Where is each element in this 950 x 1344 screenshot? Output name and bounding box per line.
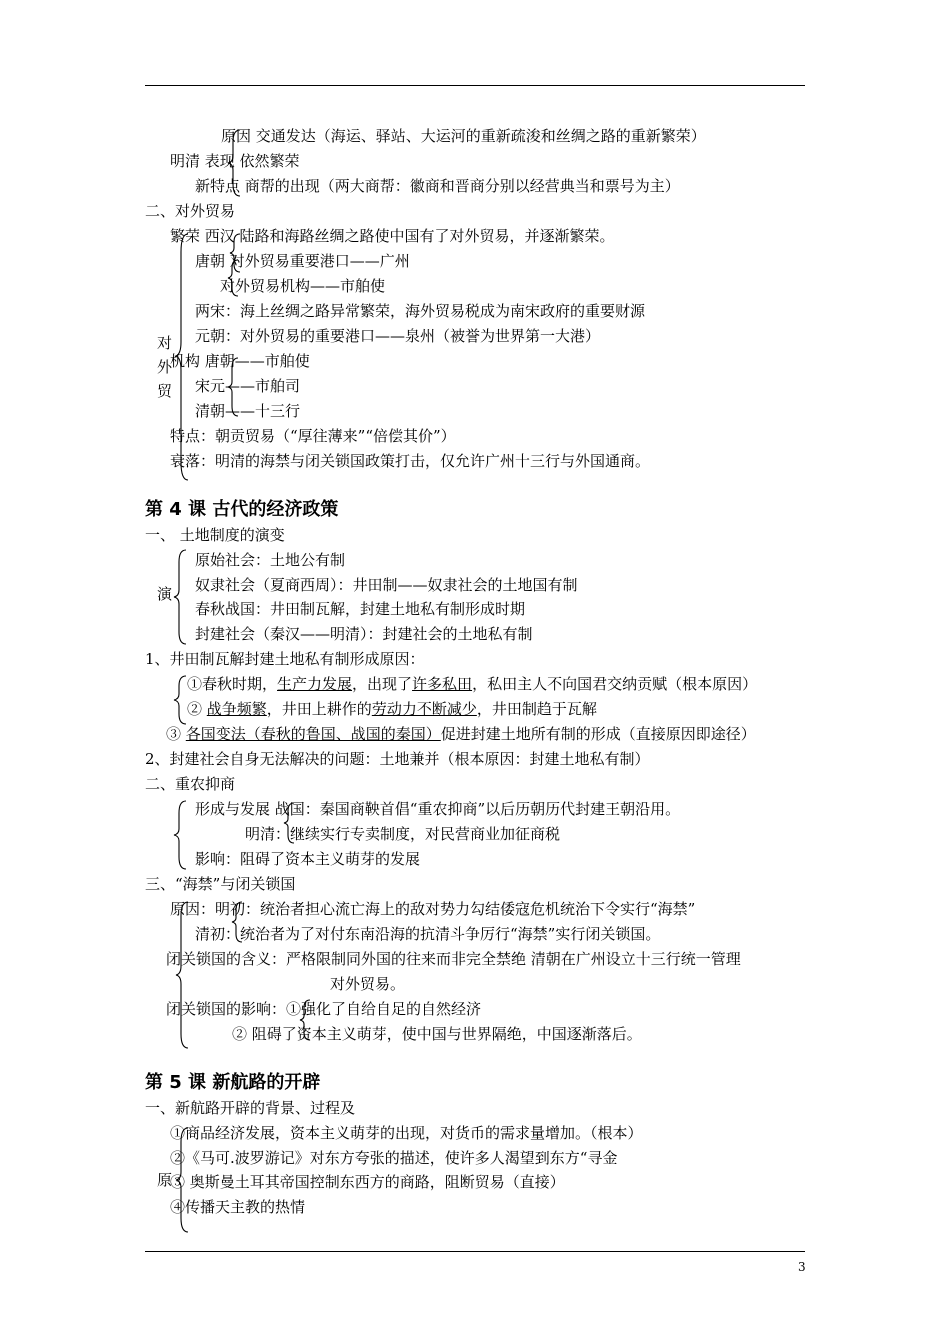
header-rule — [145, 85, 805, 86]
text-line: 清朝——十三行 — [195, 402, 301, 420]
text-line: 两宋：海上丝绸之路异常繁荣，海外贸易税成为南宋政府的重要财源 — [195, 302, 646, 320]
brace-icon — [174, 799, 188, 871]
footer-rule — [145, 1251, 805, 1252]
side-label: 对 — [157, 334, 173, 352]
question-line: 2、封建社会自身无法解决的问题：土地兼并（根本原因：封建土地私有制） — [145, 750, 650, 768]
brace-icon — [228, 356, 240, 418]
brace-icon — [228, 258, 240, 298]
side-label: 原 — [157, 1171, 173, 1189]
brace-icon — [300, 998, 312, 1042]
text-line: 春秋战国：井田制瓦解，封建土地私有制形成时期 — [195, 600, 526, 618]
text-line: 封建社会（秦汉——明清）：封建社会的土地私有制 — [195, 625, 533, 643]
side-label: 演 — [157, 585, 173, 603]
text-line: 原因：明初：统治者担心流亡海上的敌对势力勾结倭寇危机统治下令实行“海禁” — [170, 900, 696, 918]
text-line: 机构 唐朝——市舶使 — [170, 352, 310, 370]
text-line: 对外贸易机构——市舶使 — [220, 277, 386, 295]
text-line: 明清 表现 依然繁荣 — [170, 152, 300, 170]
text-line: 原始社会：土地公有制 — [195, 551, 346, 569]
section-heading: 二、重农抑商 — [145, 775, 236, 793]
text-line: 明清：继续实行专卖制度，对民营商业加征商税 — [245, 825, 561, 843]
text-line: 影响：阻碍了资本主义萌芽的发展 — [195, 850, 421, 868]
brace-icon — [174, 674, 188, 726]
text-line: 奴隶社会（夏商西周）：井田制——奴隶社会的土地国有制 — [195, 576, 578, 594]
reason-line: ③ 各国变法（春秋的鲁国、战国的秦国）促进封建土地所有制的形成（直接原因即途径） — [166, 725, 756, 743]
brace-icon — [176, 232, 190, 482]
reason-line: ①春秋时期，生产力发展，出现了许多私田，私田主人不向国君交纳贡赋（根本原因） — [187, 675, 758, 693]
section-heading: 一、新航路开辟的背景、过程及 — [145, 1099, 356, 1117]
text-line: ②《马可.波罗游记》对东方夸张的描述，使许多人渴望到东方“寻金 — [170, 1149, 618, 1167]
section-heading: 二、对外贸易 — [145, 202, 236, 220]
brace-icon — [176, 900, 190, 1050]
brace-icon — [284, 801, 296, 845]
text-line: 新特点 商帮的出现（两大商帮：徽商和晋商分别以经营典当和票号为主） — [195, 177, 680, 195]
lesson-title: 第 4 课 古代的经济政策 — [145, 499, 339, 520]
brace-icon — [174, 548, 188, 648]
section-heading: 三、“海禁”与闭关锁国 — [145, 875, 296, 893]
text-line: 唐朝 对外贸易重要港口——广州 — [195, 252, 410, 270]
side-label: 外 — [157, 358, 173, 376]
text-line: 清初：统治者为了对付东南沿海的抗清斗争厉行“海禁”实行闭关锁国。 — [195, 925, 661, 943]
text-line: 繁荣 西汉 陆路和海路丝绸之路使中国有了对外贸易，并逐渐繁荣。 — [170, 227, 615, 245]
lesson-title: 第 5 课 新航路的开辟 — [145, 1072, 321, 1093]
brace-icon — [176, 1126, 190, 1234]
text-line: ①商品经济发展，资本主义萌芽的出现，对货币的需求量增加。（根本） — [170, 1124, 643, 1142]
brace-icon — [228, 128, 242, 198]
text-line: 对外贸易。 — [330, 975, 406, 993]
text-line: 衰落：明清的海禁与闭关锁国政策打击，仅允许广州十三行与外国通商。 — [170, 452, 651, 470]
text-line: 特点：朝贡贸易（“厚往薄来”“倍偿其价”） — [170, 427, 456, 445]
text-line: 宋元——市舶司 — [195, 377, 301, 395]
reason-line: ② 战争频繁，井田上耕作的劳动力不断减少，井田制趋于瓦解 — [187, 700, 597, 718]
text-line: ③ 奥斯曼土耳其帝国控制东西方的商路，阻断贸易（直接） — [170, 1173, 565, 1191]
brace-icon — [232, 900, 244, 944]
side-label: 贸 — [157, 382, 173, 400]
text-line: ② 阻碍了资本主义萌芽，使中国与世界隔绝，中国逐渐落后。 — [232, 1025, 642, 1043]
text-line: 闭关锁国的影响：①强化了自给自足的自然经济 — [166, 1000, 482, 1018]
section-heading: 一、 土地制度的演变 — [145, 526, 285, 544]
text-line: 闭关锁国的含义：严格限制同外国的往来而非完全禁绝 清朝在广州设立十三行统一管理 — [166, 950, 741, 968]
text-line: 形成与发展 战国：秦国商鞅首倡“重农抑商”以后历朝历代封建王朝沿用。 — [195, 800, 681, 818]
page-number: 3 — [798, 1260, 806, 1274]
text-line: ④传播天主教的热情 — [170, 1198, 306, 1216]
text-line: 原因 交通发达（海运、驿站、大运河的重新疏浚和丝绸之路的重新繁荣） — [221, 127, 706, 145]
question-line: 1、井田制瓦解封建土地私有制形成原因： — [145, 650, 425, 668]
text-line: 元朝：对外贸易的重要港口——泉州（被誉为世界第一大港） — [195, 327, 601, 345]
